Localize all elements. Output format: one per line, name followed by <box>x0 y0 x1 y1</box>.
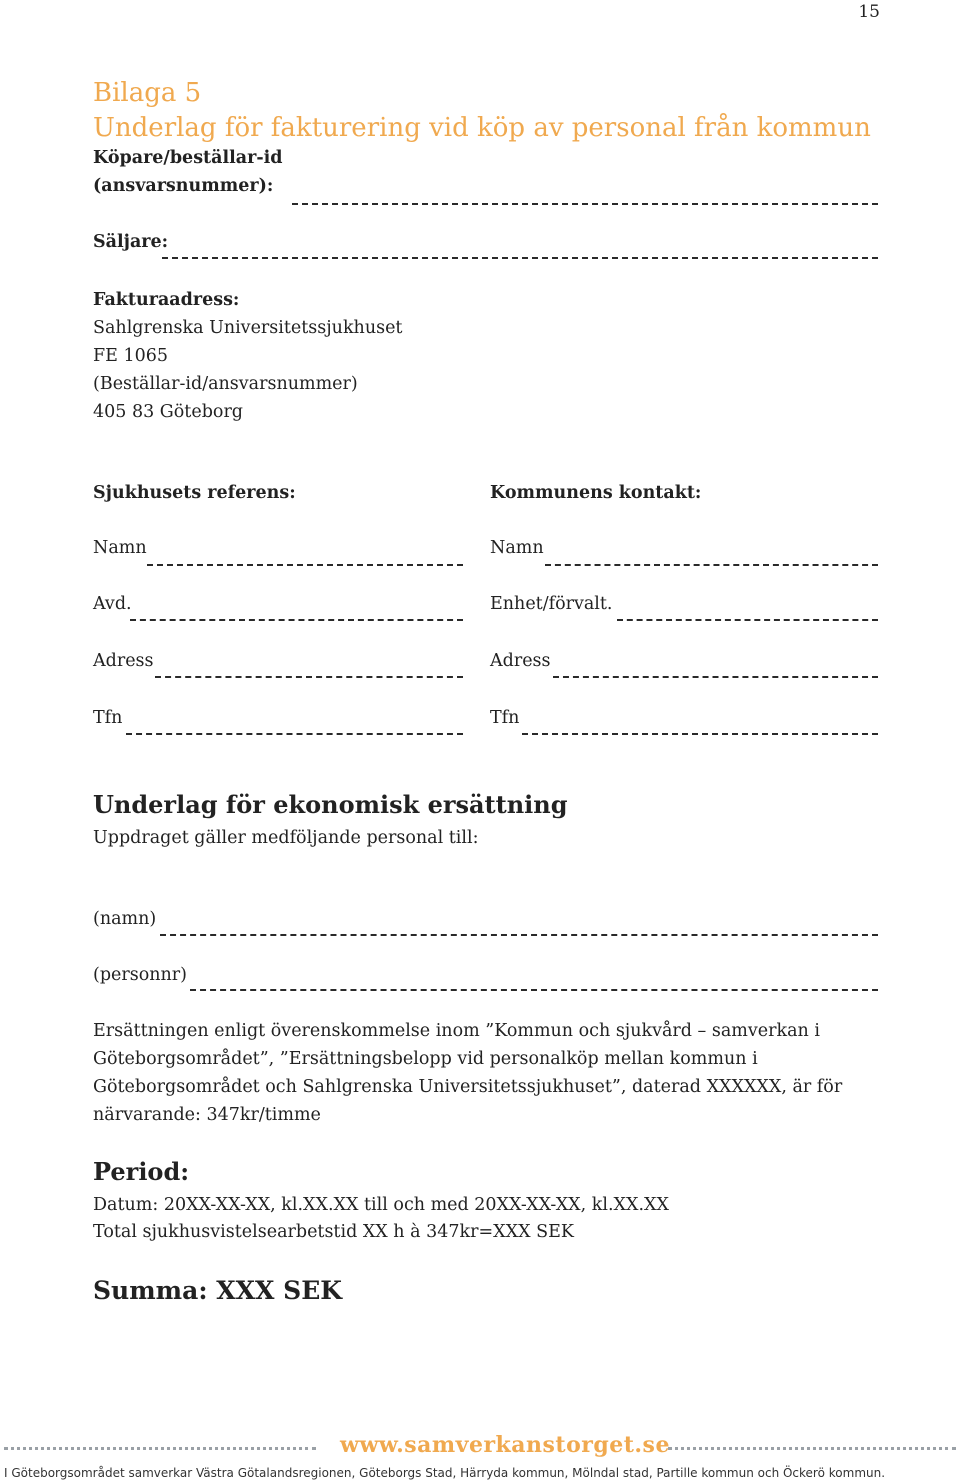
compensation-paragraph: Ersättningen enligt överenskommelse inom ”Kommun och sjukvård – samverkan i Göteborgsområdet”, ”Ersättningsbelopp vid personalköp mellan kommun i Göteborgsområdet och Sahlgrenska Universitetssjukhuset”, daterad XXXXXX, är för närvarande: 347kr/timme <box>93 1021 843 1125</box>
hospital-phone-label: Tfn <box>93 708 123 728</box>
municipality-phone-line[interactable] <box>522 733 878 735</box>
compensation-heading: Underlag för ekonomisk ersättning <box>93 790 568 819</box>
person-name-label: (namn) <box>93 909 157 929</box>
invoice-address-line: FE 1065 <box>93 346 169 366</box>
hospital-dept-line[interactable] <box>130 619 463 621</box>
period-date: Datum: 20XX-XX-XX, kl.XX.XX till och med 20XX-XX-XX, kl.XX.XX <box>93 1195 669 1215</box>
hospital-phone-line[interactable] <box>126 733 463 735</box>
compensation-intro: Uppdraget gäller medföljande personal till: <box>93 828 479 848</box>
footer-website-link[interactable]: www.samverkanstorget.se <box>340 1432 670 1458</box>
hospital-ref-heading: Sjukhusets referens: <box>93 483 296 503</box>
sum-total: Summa: XXX SEK <box>93 1276 342 1305</box>
invoice-address-line: Sahlgrenska Universitetssjukhuset <box>93 318 403 338</box>
seller-label: Säljare: <box>93 232 169 252</box>
document-title: Underlag för fakturering vid köp av personal från kommun <box>93 113 871 143</box>
footer-collaboration-text: I Göteborgsområdet samverkar Västra Götalandsregionen, Göteborgs Stad, Härryda kommun, Mölndal stad, Partille kommun och Öckerö kommun. <box>4 1466 886 1480</box>
municipality-address-line[interactable] <box>553 676 878 678</box>
hospital-dept-label: Avd. <box>93 594 132 614</box>
period-total: Total sjukhusvistelsearbetstid XX h à 347kr=XXX SEK <box>93 1222 574 1242</box>
municipality-unit-line[interactable] <box>617 619 878 621</box>
municipality-address-label: Adress <box>490 651 551 671</box>
municipality-name-label: Namn <box>490 538 544 558</box>
municipality-phone-label: Tfn <box>490 708 520 728</box>
hospital-name-label: Namn <box>93 538 147 558</box>
invoice-address-label: Fakturaadress: <box>93 290 240 310</box>
page-number: 15 <box>858 2 880 22</box>
person-number-label: (personnr) <box>93 965 188 985</box>
footer-divider-right <box>668 1447 956 1450</box>
hospital-name-line[interactable] <box>147 564 463 566</box>
municipality-contact-heading: Kommunens kontakt: <box>490 483 702 503</box>
municipality-name-line[interactable] <box>545 564 878 566</box>
period-heading: Period: <box>93 1157 190 1186</box>
seller-input-line[interactable] <box>162 257 878 259</box>
hospital-address-line[interactable] <box>155 676 463 678</box>
municipality-unit-label: Enhet/förvalt. <box>490 594 613 614</box>
invoice-address-line: (Beställar-id/ansvarsnummer) <box>93 374 358 394</box>
buyer-label-line1: Köpare/beställar-id <box>93 148 283 168</box>
appendix-label: Bilaga 5 <box>93 78 202 108</box>
person-number-line[interactable] <box>190 989 878 991</box>
footer-divider-left <box>4 1447 316 1450</box>
invoice-address-line: 405 83 Göteborg <box>93 402 244 422</box>
hospital-address-label: Adress <box>93 651 154 671</box>
person-name-line[interactable] <box>160 934 878 936</box>
buyer-label-line2: (ansvarsnummer): <box>93 176 274 196</box>
buyer-input-line[interactable] <box>292 203 878 205</box>
